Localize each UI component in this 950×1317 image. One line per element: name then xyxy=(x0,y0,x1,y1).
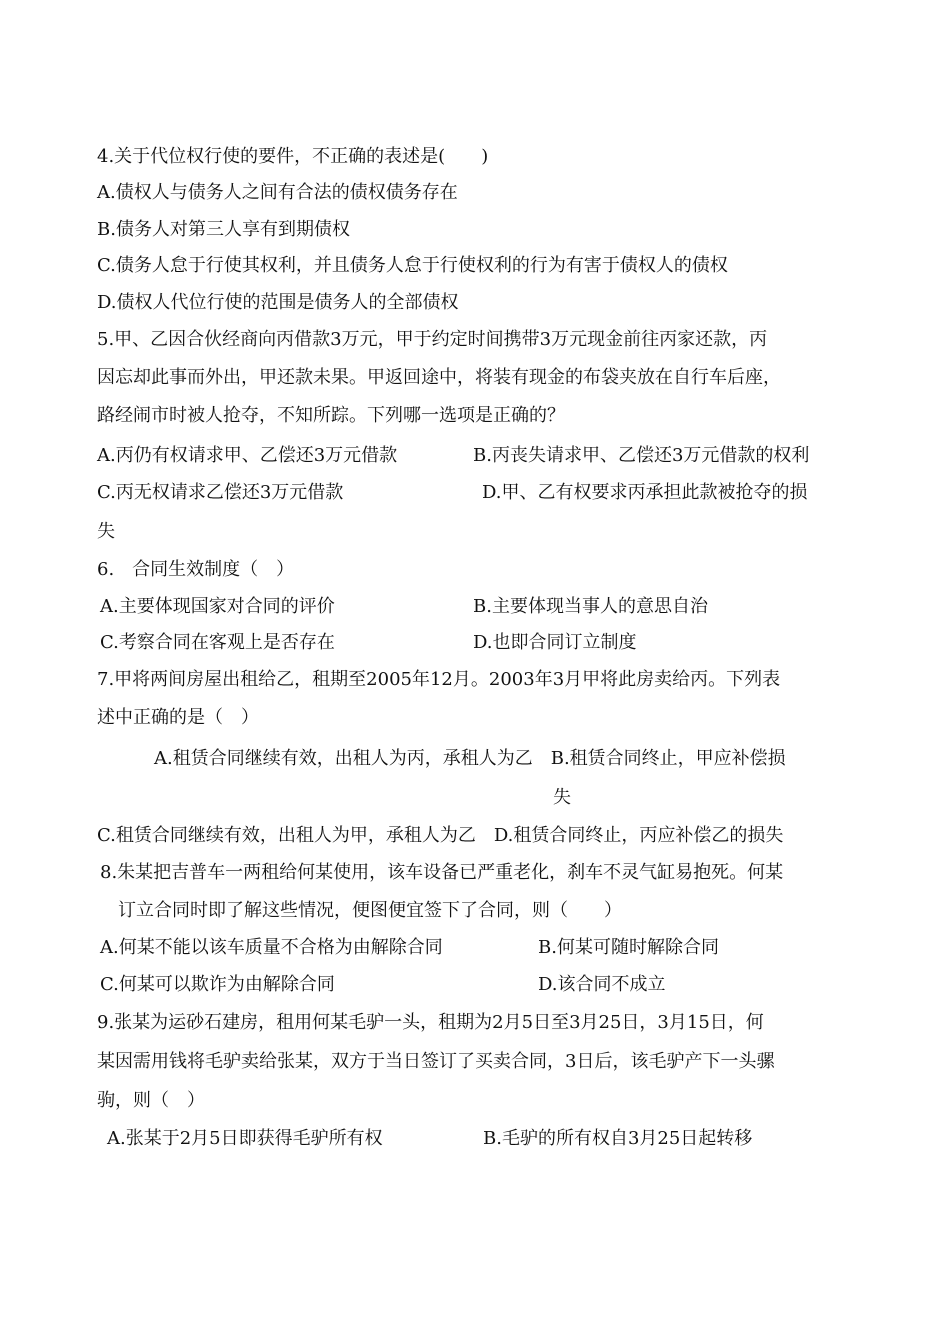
q6-option-c: C.考察合同在客观上是否存在 xyxy=(100,632,335,653)
q8-stem-line1: 8.朱某把吉普车一两租给何某使用，该车设备已严重老化，刹车不灵气缸易抱死。何某 xyxy=(100,862,784,883)
q7-options-ab: A.租赁合同继续有效，出租人为丙，承租人为乙 B.租赁合同终止，甲应补偿损 xyxy=(154,748,786,769)
q6-option-a: A.主要体现国家对合同的评价 xyxy=(100,596,335,617)
q6-option-d: D.也即合同订立制度 xyxy=(473,632,637,653)
q5-option-a: A.丙仍有权请求甲、乙偿还3万元借款 xyxy=(97,445,398,466)
q5-option-b: B.丙丧失请求甲、乙偿还3万元借款的权利 xyxy=(473,445,810,466)
q5-option-c: C.丙无权请求乙偿还3万元借款 xyxy=(97,482,344,503)
q6-option-b: B.主要体现当事人的意思自治 xyxy=(473,596,708,617)
q7-stem-line2: 述中正确的是（ ） xyxy=(97,707,259,728)
q5-option-d-cont: 失 xyxy=(97,521,115,542)
q4-option-a: A.债权人与债务人之间有合法的债权债务存在 xyxy=(97,182,458,203)
q5-option-d: D.甲、乙有权要求丙承担此款被抢夺的损 xyxy=(482,482,808,503)
q5-stem-line1: 5.甲、乙因合伙经商向丙借款3万元，甲于约定时间携带3万元现金前往丙家还款，丙 xyxy=(97,329,768,350)
q5-stem-line2: 因忘却此事而外出，甲还款未果。甲返回途中，将装有现金的布袋夹放在自行车后座， xyxy=(97,367,781,388)
q8-option-c: C.何某可以欺诈为由解除合同 xyxy=(100,974,335,995)
q9-option-a: A.张某于2月5日即获得毛驴所有权 xyxy=(107,1128,383,1149)
q7-options-cd: C.租赁合同继续有效，出租人为甲，承租人为乙 D.租赁合同终止，丙应补偿乙的损失 xyxy=(97,825,784,846)
q9-stem-line3: 驹，则（ ） xyxy=(97,1090,205,1111)
q7-options-ab-cont: 失 xyxy=(553,787,571,808)
q8-option-d: D.该合同不成立 xyxy=(538,974,666,995)
q9-stem-line1: 9.张某为运砂石建房，租用何某毛驴一头，租期为2月5日至3月25日，3月15日，何 xyxy=(97,1012,764,1033)
q8-stem-line2: 订立合同时即了解这些情况，便图便宜签下了合同，则（ ） xyxy=(118,900,622,921)
q4-stem: 4.关于代位权行使的要件，不正确的表述是( ) xyxy=(97,146,489,167)
q4-option-d: D.债权人代位行使的范围是债务人的全部债权 xyxy=(97,292,459,313)
q5-stem-line3: 路经闹市时被人抢夺，不知所踪。下列哪一选项是正确的？ xyxy=(97,405,565,426)
q8-option-b: B.何某可随时解除合同 xyxy=(538,937,719,958)
q6-stem: 6. 合同生效制度（ ） xyxy=(97,559,295,580)
q8-option-a: A.何某不能以该车质量不合格为由解除合同 xyxy=(100,937,443,958)
q4-option-b: B.债务人对第三人享有到期债权 xyxy=(97,219,350,240)
q9-option-b: B.毛驴的所有权自3月25日起转移 xyxy=(483,1128,753,1149)
q4-option-c: C.债务人怠于行使其权利，并且债务人怠于行使权利的行为有害于债权人的债权 xyxy=(97,255,728,276)
q7-stem-line1: 7.甲将两间房屋出租给乙，租期至2005年12月。2003年3月甲将此房卖给丙。下列表 xyxy=(97,669,781,690)
q9-stem-line2: 某因需用钱将毛驴卖给张某，双方于当日签订了买卖合同，3日后，该毛驴产下一头骡 xyxy=(97,1051,775,1072)
